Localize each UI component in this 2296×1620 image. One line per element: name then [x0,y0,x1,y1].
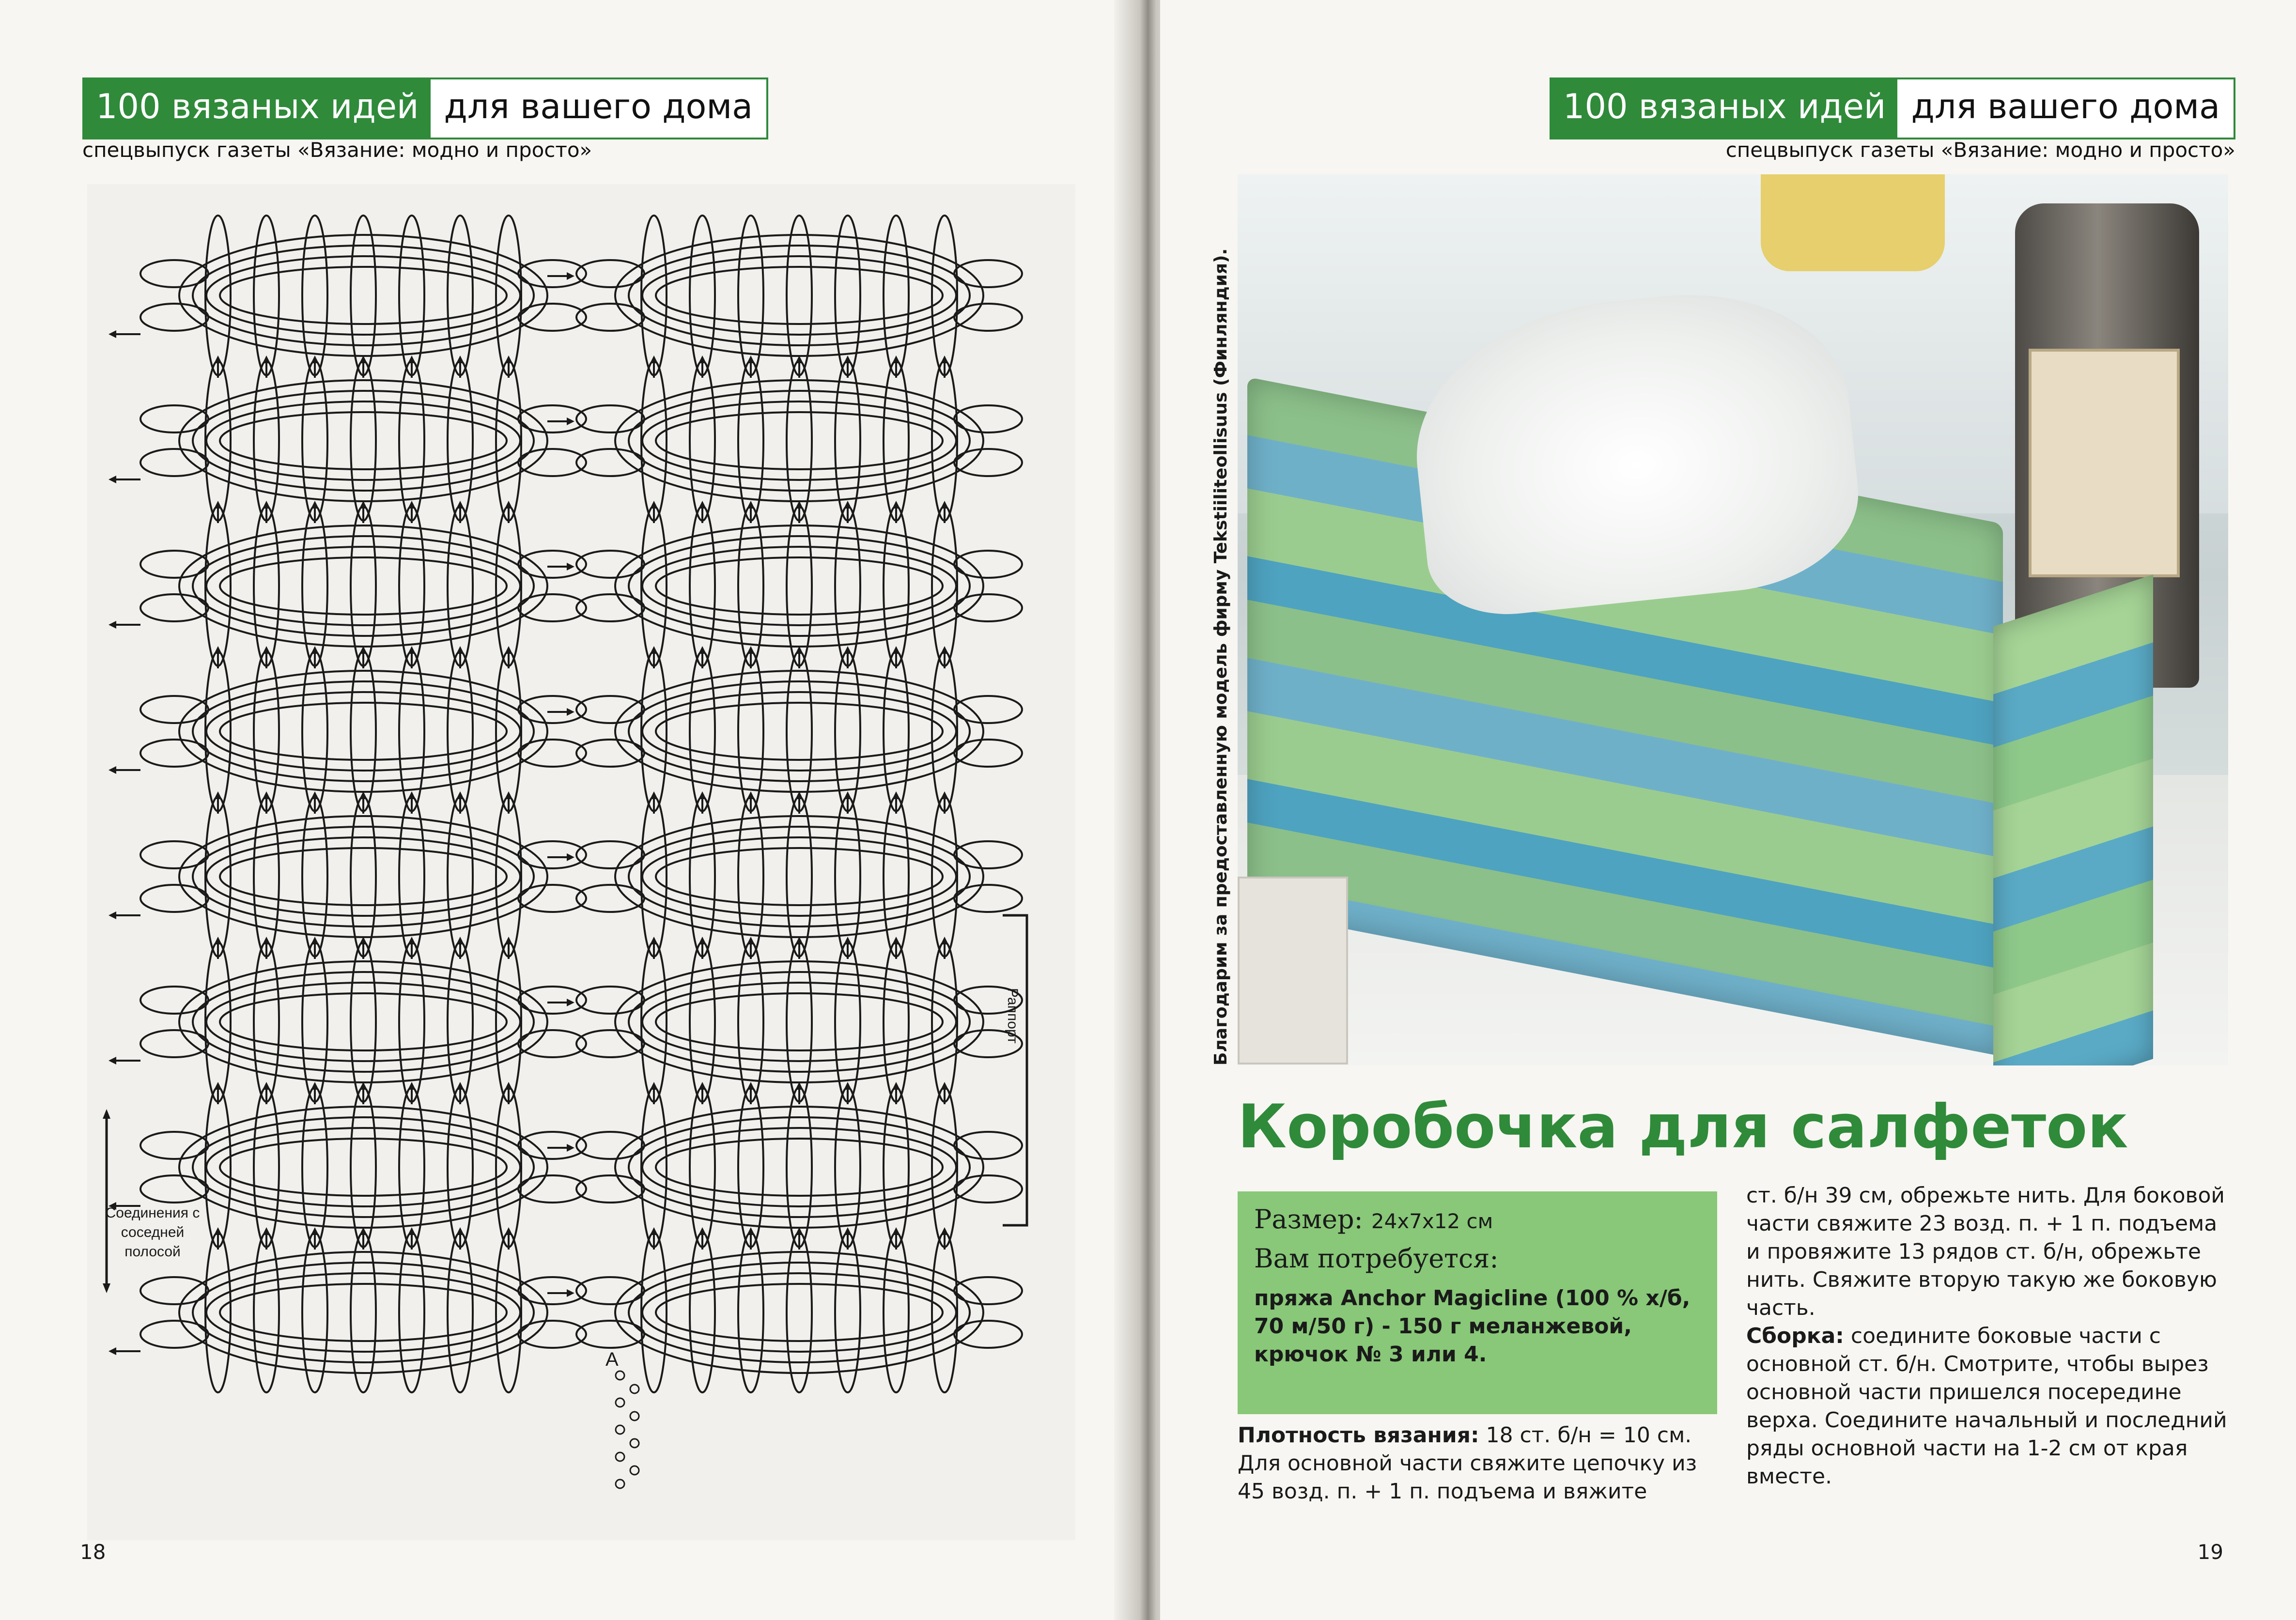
motif-ring [615,380,983,501]
stitch-loop [835,651,860,811]
stitch-loop [690,506,715,666]
stitch-loop [884,651,909,811]
stitch-loop [302,651,327,811]
right-page [1160,0,2296,1620]
stitch-loop [932,216,957,375]
motif-ring [220,848,507,905]
stitch-loop [399,942,424,1102]
stitch-loop [351,942,376,1102]
stitch-loop [641,506,667,666]
stitch-loop [254,797,279,957]
motif-ring [629,827,970,926]
stitch-loop [496,506,521,666]
side-loop [954,1321,1022,1348]
stitch-loop [738,942,763,1102]
stitch-loop [690,361,715,521]
magazine-header [1550,77,2235,139]
motif-ring [220,993,507,1050]
stitch-loop [738,651,763,811]
stitch-loop [399,361,424,521]
side-loop [140,1175,208,1203]
side-loop [140,1321,208,1348]
stitch-loop [787,797,812,957]
header-green-label: 100 вязаных идей [84,79,431,138]
motif-ring [656,557,943,615]
motif-ring [220,1139,507,1196]
side-loop [954,449,1022,476]
chain-stitch [616,1398,624,1407]
stitch-loop [205,1233,231,1392]
stitch-loop [496,797,521,957]
side-loop [954,1175,1022,1203]
stitch-loop [884,361,909,521]
stitch-loop [787,651,812,811]
stitch-loop [787,942,812,1102]
density-label: Плотность вязания: [1238,1423,1479,1448]
stitch-loop [787,506,812,666]
stitch-loop [254,216,279,375]
stitch-loop [302,797,327,957]
crochet-diagram-chart [87,184,1075,1540]
motif-ring [656,848,943,905]
assembly-label: Сборка: [1746,1324,1844,1348]
motif-ring [193,536,534,636]
motif-ring [656,1139,943,1196]
stitch-loop [496,1233,521,1392]
motif-ring [656,412,943,469]
stitch-loop [399,651,424,811]
mid-arrow-head [567,272,574,280]
stitch-loop [932,797,957,957]
page-number: 18 [80,1540,106,1564]
left-arrow-head [109,766,116,774]
stitch-loop [932,361,957,521]
stitch-loop [738,506,763,666]
repeat-bracket [1003,915,1027,1225]
motif-ring [629,1263,970,1362]
side-loop [140,841,208,868]
chain-stitch [616,1371,624,1380]
stitch-loop [932,1233,957,1392]
side-loop [954,1277,1022,1304]
mid-arrow-head [567,853,574,861]
motif-ring [193,827,534,926]
stitch-loop [835,216,860,375]
header-subtitle: спецвыпуск газеты «Вязание: модно и просто» [1725,138,2235,162]
motif-ring [220,267,507,324]
motif-ring [179,961,547,1082]
stitch-loop [399,1087,424,1247]
left-arrow-head [109,621,116,629]
stitch-loop [884,1087,909,1247]
motif-ring [220,557,507,615]
stitch-loop [738,1087,763,1247]
stitch-loop [351,797,376,957]
materials-box [1238,1191,1717,1414]
stitch-loop [690,797,715,957]
stitch-loop [641,1087,667,1247]
side-loop [954,740,1022,767]
stitch-loop [448,216,473,375]
motif-ring [193,246,534,345]
stitch-loop [738,1233,763,1392]
stitch-loop [254,361,279,521]
header-white-label: для вашего дома [1897,79,2234,138]
stitch-loop [254,942,279,1102]
photo-sponge [1761,174,1945,271]
side-loop [954,405,1022,432]
motif-ring [179,671,547,792]
motif-ring [629,536,970,636]
chain-stitch [630,1466,639,1475]
motif-ring [629,972,970,1072]
photo-crochet-box-side [1993,574,2153,1065]
side-loop [140,405,208,432]
stitch-loop [496,1087,521,1247]
stitch-loop [884,797,909,957]
motif-ring [179,525,547,647]
motif-ring [629,681,970,781]
stitch-loop [254,1233,279,1392]
motif-ring [193,1263,534,1362]
photo-soap [1238,877,1348,1065]
stitch-loop [351,361,376,521]
motif-ring [629,391,970,491]
stitch-loop [690,1233,715,1392]
stitch-loop [302,1087,327,1247]
stitch-loop [641,797,667,957]
stitch-loop [351,216,376,375]
stitch-loop [351,506,376,666]
motif-ring [179,235,547,356]
side-loop [140,551,208,578]
motif-ring [193,391,534,491]
text-column-1 [1238,1421,1722,1506]
stitch-loop [932,1087,957,1247]
text-column-2 [1746,1182,2231,1491]
density-text: 18 ст. б/н = 10 см. [1486,1423,1692,1448]
stitch-loop [399,506,424,666]
stitch-loop [205,1087,231,1247]
motif-ring [629,1117,970,1217]
start-label-a: А [605,1349,619,1370]
side-loop [140,449,208,476]
left-arrow-head [109,330,116,338]
magazine-header [82,77,768,139]
stitch-loop [448,942,473,1102]
side-loop [140,696,208,723]
stitch-loop [690,651,715,811]
mid-arrow-head [567,708,574,716]
stitch-loop [351,1087,376,1247]
motif-ring [615,1107,983,1228]
stitch-loop [254,651,279,811]
stitch-loop [787,1233,812,1392]
stitch-loop [205,651,231,811]
motif-ring [220,703,507,760]
mid-arrow-head [567,999,574,1006]
stitch-loop [787,361,812,521]
stitch-loop [351,1233,376,1392]
stitch-loop [448,361,473,521]
motif-ring [656,1284,943,1341]
motif-ring [179,816,547,937]
stitch-loop [448,651,473,811]
stitch-loop [399,1233,424,1392]
stitch-loop [641,1233,667,1392]
side-loop [140,1132,208,1159]
motif-ring [179,380,547,501]
side-loop [140,594,208,621]
chain-stitch [616,1480,624,1488]
need-label: Вам потребуется: [1254,1243,1499,1274]
stitch-loop [205,506,231,666]
stitch-loop [302,216,327,375]
stitch-loop [835,942,860,1102]
page-number: 19 [2197,1540,2223,1564]
header-white-label: для вашего дома [431,79,767,138]
motif-ring [615,235,983,356]
motif-ring [193,681,534,781]
side-loop [140,885,208,912]
size-line [1254,1204,1701,1234]
side-loop [140,304,208,331]
article-title: Коробочка для салфеток [1238,1092,2128,1162]
crochet-diagram [87,184,1075,1540]
motif-ring [629,246,970,345]
stitch-loop [205,216,231,375]
left-arrow-head [109,476,116,483]
motif-ring [220,412,507,469]
stitch-loop [496,942,521,1102]
motif-ring [193,972,534,1072]
body-text: Для основной части свяжите цепочку из 45 возд. п. + 1 п. подъема и вяжите [1238,1451,1697,1504]
stitch-loop [835,1233,860,1392]
stitch-loop [787,1087,812,1247]
chain-stitch [616,1425,624,1434]
motif-ring [615,671,983,792]
stitch-loop [254,1087,279,1247]
side-loop [954,304,1022,331]
motif-ring [179,1107,547,1228]
stitch-loop [835,797,860,957]
stitch-loop [302,361,327,521]
mid-arrow-head [567,1144,574,1152]
mid-arrow-head [567,1289,574,1297]
stitch-loop [448,506,473,666]
chain-stitch [630,1385,639,1393]
stitch-loop [496,361,521,521]
stitch-loop [302,942,327,1102]
side-loop [140,987,208,1014]
chain-stitch [616,1452,624,1461]
left-arrow-head [109,1057,116,1065]
chain-stitch [630,1412,639,1420]
stitch-loop [205,942,231,1102]
stitch-loop [302,506,327,666]
stitch-loop [690,216,715,375]
stitch-loop [884,942,909,1102]
stitch-loop [205,361,231,521]
motif-ring [193,1117,534,1217]
body-text-continued: ст. б/н 39 см, обрежьте нить. Для боковой части свяжите 23 возд. п. + 1 п. подъема и провяжите 13 рядов ст. б/н, обрежьте нить. Свяжите вторую такую же боковую часть. [1746,1183,2225,1320]
connect-note: Соединения с соседней полосой [105,1205,200,1260]
motif-ring [220,1284,507,1341]
stitch-loop [738,797,763,957]
connect-bracket-head [103,1283,110,1293]
side-loop [140,1030,208,1057]
side-loop [954,696,1022,723]
left-page [0,0,1136,1620]
stitch-loop [884,216,909,375]
stitch-loop [884,506,909,666]
assembly-text: соедините боковые части с основной ст. б/н. Смотрите, чтобы вырез основной части пришелся посередине верха. Соедините начальный и последний ряды основной части на 1-2 см от края вместе. [1746,1324,2227,1489]
side-loop [954,551,1022,578]
side-loop [140,1277,208,1304]
stitch-loop [835,506,860,666]
size-value: 24х7х12 см [1371,1209,1493,1233]
stitch-loop [399,216,424,375]
motif-ring [615,525,983,647]
stitch-loop [932,651,957,811]
stitch-loop [738,216,763,375]
stitch-loop [884,1233,909,1392]
photo-credit: Благодарим за предоставленную модель фирму Tekstiiliteollisuus (Финляндия). [1211,248,1231,1065]
stitch-loop [690,1087,715,1247]
stitch-loop [641,216,667,375]
stitch-loop [641,651,667,811]
motif-ring [615,961,983,1082]
motif-ring [656,993,943,1050]
side-loop [954,1132,1022,1159]
side-loop [954,841,1022,868]
motif-ring [656,703,943,760]
stitch-loop [932,506,957,666]
side-loop [140,740,208,767]
header-subtitle: спецвыпуск газеты «Вязание: модно и просто» [82,138,592,162]
side-loop [954,594,1022,621]
stitch-loop [351,651,376,811]
mid-arrow-head [567,563,574,571]
repeat-note: Раппорт [1005,988,1021,1044]
header-green-label: 100 вязаных идей [1551,79,1898,138]
stitch-loop [399,797,424,957]
mid-arrow-head [567,417,574,425]
chain-stitch [630,1439,639,1448]
stitch-loop [835,1087,860,1247]
connect-bracket-head [103,1109,110,1119]
stitch-loop [302,1233,327,1392]
motif-ring [615,1252,983,1373]
stitch-loop [254,506,279,666]
stitch-loop [496,651,521,811]
stitch-loop [448,1233,473,1392]
stitch-loop [448,797,473,957]
stitch-loop [641,361,667,521]
stitch-loop [448,1087,473,1247]
stitch-loop [738,361,763,521]
stitch-loop [932,942,957,1102]
photo-bottle-label [2029,349,2180,577]
side-loop [954,885,1022,912]
stitch-loop [205,797,231,957]
side-loop [954,260,1022,287]
motif-ring [656,267,943,324]
stitch-loop [690,942,715,1102]
left-arrow-head [109,911,116,919]
stitch-loop [787,216,812,375]
stitch-loop [641,942,667,1102]
materials-text: пряжа Anchor Magicline (100 % х/б, 70 м/50 г) - 150 г меланжевой, крючок № 3 или 4. [1254,1286,1691,1367]
size-label: Размер: [1254,1204,1363,1234]
motif-ring [179,1252,547,1373]
side-loop [140,260,208,287]
motif-ring [615,816,983,937]
stitch-loop [496,216,521,375]
tissue-box-photo [1238,174,2228,1065]
left-arrow-head [109,1347,116,1355]
stitch-loop [835,361,860,521]
